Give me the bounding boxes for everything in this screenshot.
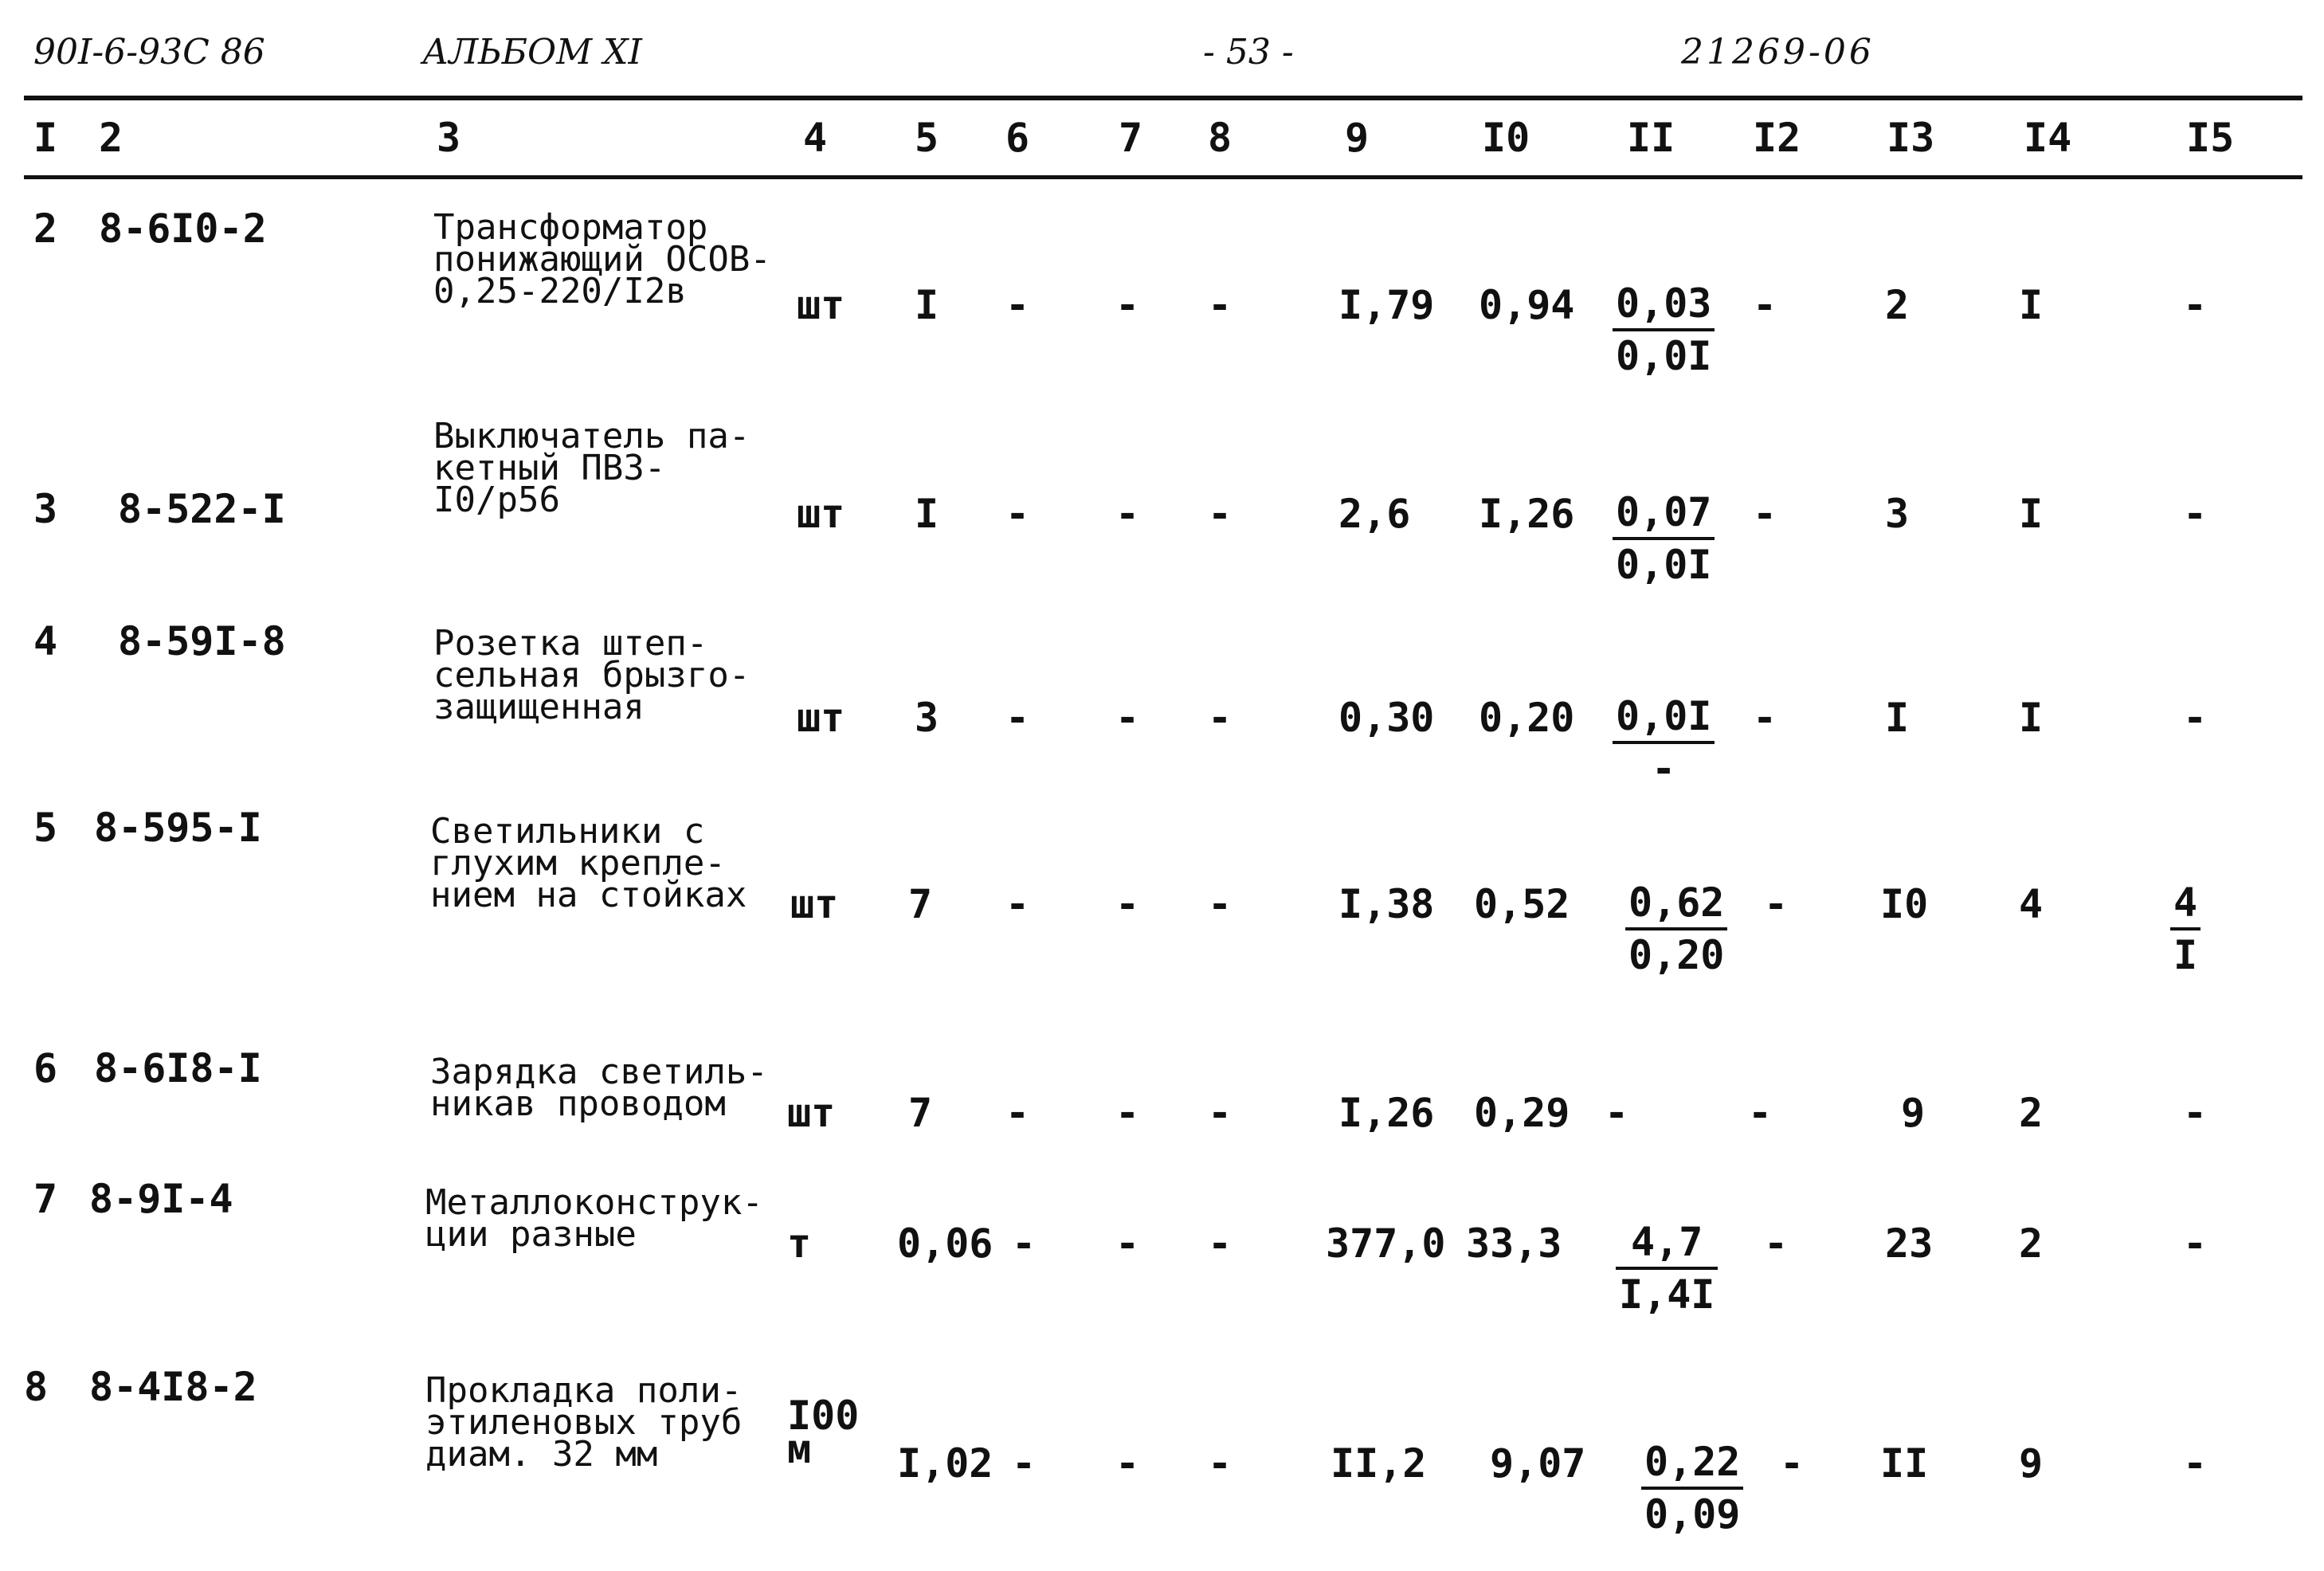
col-header-10: I0 bbox=[1482, 115, 1530, 161]
unit: шт bbox=[797, 491, 845, 537]
col-header-7: 7 bbox=[1119, 115, 1143, 161]
item-description: Светильники с глухим крепле- нием на стойках bbox=[430, 811, 747, 915]
header-rule-top bbox=[24, 96, 2302, 100]
col-header-8: 8 bbox=[1208, 115, 1233, 161]
col8-value: - bbox=[1208, 282, 1233, 328]
col-header-11: II bbox=[1627, 115, 1675, 161]
col10-value: 0,94 bbox=[1479, 282, 1575, 328]
col11-numerator: 0,03 bbox=[1613, 279, 1715, 331]
col11-numerator: 0,22 bbox=[1641, 1437, 1743, 1490]
col10-value: 9,07 bbox=[1490, 1440, 1586, 1487]
row-number: 2 bbox=[33, 206, 58, 252]
col6-value: - bbox=[1012, 1440, 1037, 1487]
col15-value: - bbox=[2183, 695, 2208, 741]
col11-denominator: 0,09 bbox=[1644, 1491, 1741, 1538]
col-header-3: 3 bbox=[437, 115, 461, 161]
col12-value: - bbox=[1753, 282, 1777, 328]
col7-value: - bbox=[1115, 1090, 1140, 1136]
item-description: Зарядка светиль- никав проводом bbox=[430, 1052, 768, 1124]
col13-value: I0 bbox=[1880, 881, 1929, 927]
unit: шт bbox=[787, 1090, 836, 1136]
quantity: 7 bbox=[908, 881, 933, 927]
col7-value: - bbox=[1115, 1440, 1140, 1487]
quantity: 3 bbox=[915, 695, 939, 741]
unit: т bbox=[787, 1220, 812, 1267]
quantity: I bbox=[915, 491, 939, 537]
col9-value: I,26 bbox=[1338, 1090, 1435, 1136]
col11-value: - bbox=[1605, 1090, 1629, 1136]
col12-value: - bbox=[1748, 1090, 1773, 1136]
col7-value: - bbox=[1115, 881, 1140, 927]
row-number: 8 bbox=[24, 1364, 49, 1410]
col14-value: I bbox=[2019, 282, 2044, 328]
col12-value: - bbox=[1753, 695, 1777, 741]
col15-value: - bbox=[2183, 491, 2208, 537]
item-description: Розетка штеп- сельная брызго- защищенная bbox=[433, 623, 750, 727]
col14-value: 9 bbox=[2019, 1440, 2044, 1487]
col9-value: I,38 bbox=[1338, 881, 1435, 927]
col-header-4: 4 bbox=[803, 115, 828, 161]
col-header-15: I5 bbox=[2186, 115, 2235, 161]
col-header-12: I2 bbox=[1753, 115, 1801, 161]
quantity: 0,06 bbox=[897, 1220, 993, 1267]
unit: шт bbox=[797, 695, 845, 741]
item-description: Выключатель па- кетный ПВЗ- I0/р56 bbox=[433, 416, 750, 520]
col11-numerator: 0,62 bbox=[1625, 878, 1727, 930]
col10-value: 0,20 bbox=[1479, 695, 1575, 741]
unit: шт bbox=[797, 282, 845, 328]
norm-code: 8-6I0-2 bbox=[99, 206, 267, 252]
col11-fraction bbox=[1625, 878, 1727, 980]
norm-code: 8-6I8-I bbox=[94, 1045, 262, 1091]
col-header-5: 5 bbox=[915, 115, 939, 161]
col7-value: - bbox=[1115, 491, 1140, 537]
col7-value: - bbox=[1115, 1220, 1140, 1267]
col11-denominator: - bbox=[1652, 746, 1676, 792]
col10-value: 0,29 bbox=[1474, 1090, 1570, 1136]
col14-value: I bbox=[2019, 491, 2044, 537]
col10-value: 0,52 bbox=[1474, 881, 1570, 927]
col15-value: - bbox=[2183, 1220, 2208, 1267]
row-number: 3 bbox=[33, 486, 58, 532]
row-number: 5 bbox=[33, 805, 58, 851]
col-header-6: 6 bbox=[1005, 115, 1030, 161]
item-description: Металлоконструк- ции разные bbox=[425, 1182, 763, 1255]
col-header-2: 2 bbox=[99, 115, 123, 161]
col12-value: - bbox=[1764, 881, 1789, 927]
col12-value: - bbox=[1753, 491, 1777, 537]
col13-value: 3 bbox=[1885, 491, 1910, 537]
col9-value: 0,30 bbox=[1338, 695, 1435, 741]
page-number: - 53 - bbox=[1203, 32, 1294, 72]
col11-numerator: 4,7 bbox=[1616, 1217, 1718, 1270]
col11-numerator: 0,0I bbox=[1613, 691, 1715, 744]
quantity: I,02 bbox=[897, 1440, 993, 1487]
unit: I00 м bbox=[787, 1393, 860, 1472]
norm-code: 8-595-I bbox=[94, 805, 262, 851]
col15-numerator: 4 bbox=[2170, 878, 2201, 930]
col15-value: - bbox=[2183, 282, 2208, 328]
quantity: 7 bbox=[908, 1090, 933, 1136]
col11-fraction bbox=[1613, 691, 1715, 793]
col8-value: - bbox=[1208, 491, 1233, 537]
col10-value: 33,3 bbox=[1466, 1220, 1562, 1267]
norm-code: 8-4I8-2 bbox=[89, 1364, 257, 1410]
reference-number: 21269-06 bbox=[1681, 32, 1875, 72]
col8-value: - bbox=[1208, 1220, 1233, 1267]
col-header-13: I3 bbox=[1887, 115, 1935, 161]
col11-denominator: 0,0I bbox=[1616, 542, 1712, 588]
unit: шт bbox=[790, 881, 839, 927]
col11-fraction bbox=[1641, 1437, 1743, 1539]
norm-code: 8-9I-4 bbox=[89, 1176, 233, 1222]
col13-value: 23 bbox=[1885, 1220, 1934, 1267]
col11-denominator: I,4I bbox=[1619, 1271, 1715, 1318]
row-number: 4 bbox=[33, 618, 58, 664]
col-header-1: I bbox=[33, 115, 58, 161]
col11-fraction bbox=[1613, 488, 1715, 590]
col6-value: - bbox=[1005, 881, 1030, 927]
col15-value: - bbox=[2183, 1440, 2208, 1487]
col15-fraction bbox=[2170, 878, 2201, 980]
col6-value: - bbox=[1005, 282, 1030, 328]
col14-value: 2 bbox=[2019, 1090, 2044, 1136]
document-code: 90I-6-93С 86 bbox=[33, 32, 265, 72]
norm-code: 8-522-I bbox=[118, 486, 286, 532]
col8-value: - bbox=[1208, 1440, 1233, 1487]
col14-value: 2 bbox=[2019, 1220, 2044, 1267]
row-number: 6 bbox=[33, 1045, 58, 1091]
norm-code: 8-59I-8 bbox=[118, 618, 286, 664]
col8-value: - bbox=[1208, 1090, 1233, 1136]
col7-value: - bbox=[1115, 695, 1140, 741]
col14-value: I bbox=[2019, 695, 2044, 741]
col6-value: - bbox=[1005, 1090, 1030, 1136]
col14-value: 4 bbox=[2019, 881, 2044, 927]
col11-numerator: 0,07 bbox=[1613, 488, 1715, 540]
col9-value: 377,0 bbox=[1326, 1220, 1446, 1267]
album-label: АЛЬБОМ XI bbox=[422, 32, 642, 72]
row-number: 7 bbox=[33, 1176, 58, 1222]
item-description: Прокладка поли- этиленовых труб диам. 32 мм bbox=[425, 1370, 743, 1475]
col15-value: - bbox=[2183, 1090, 2208, 1136]
col11-fraction bbox=[1616, 1217, 1718, 1319]
col12-value: - bbox=[1780, 1440, 1805, 1487]
col9-value: 2,6 bbox=[1338, 491, 1411, 537]
col11-denominator: 0,0I bbox=[1616, 333, 1712, 379]
col13-value: I bbox=[1885, 695, 1910, 741]
col10-value: I,26 bbox=[1479, 491, 1575, 537]
item-description: Трансформатор понижающий ОСОВ- 0,25-220/I2в bbox=[433, 207, 771, 311]
col13-value: 2 bbox=[1885, 282, 1910, 328]
col8-value: - bbox=[1208, 881, 1233, 927]
col-header-9: 9 bbox=[1345, 115, 1370, 161]
col6-value: - bbox=[1012, 1220, 1037, 1267]
col7-value: - bbox=[1115, 282, 1140, 328]
col13-value: II bbox=[1880, 1440, 1929, 1487]
col15-denominator: I bbox=[2173, 932, 2198, 978]
header-rule-bottom bbox=[24, 175, 2302, 179]
col12-value: - bbox=[1764, 1220, 1789, 1267]
col11-denominator: 0,20 bbox=[1628, 932, 1725, 978]
col11-fraction bbox=[1613, 279, 1715, 381]
quantity: I bbox=[915, 282, 939, 328]
col6-value: - bbox=[1005, 695, 1030, 741]
col8-value: - bbox=[1208, 695, 1233, 741]
col9-value: I,79 bbox=[1338, 282, 1435, 328]
col-header-14: I4 bbox=[2024, 115, 2072, 161]
col6-value: - bbox=[1005, 491, 1030, 537]
col13-value: 9 bbox=[1901, 1090, 1926, 1136]
col9-value: II,2 bbox=[1331, 1440, 1427, 1487]
